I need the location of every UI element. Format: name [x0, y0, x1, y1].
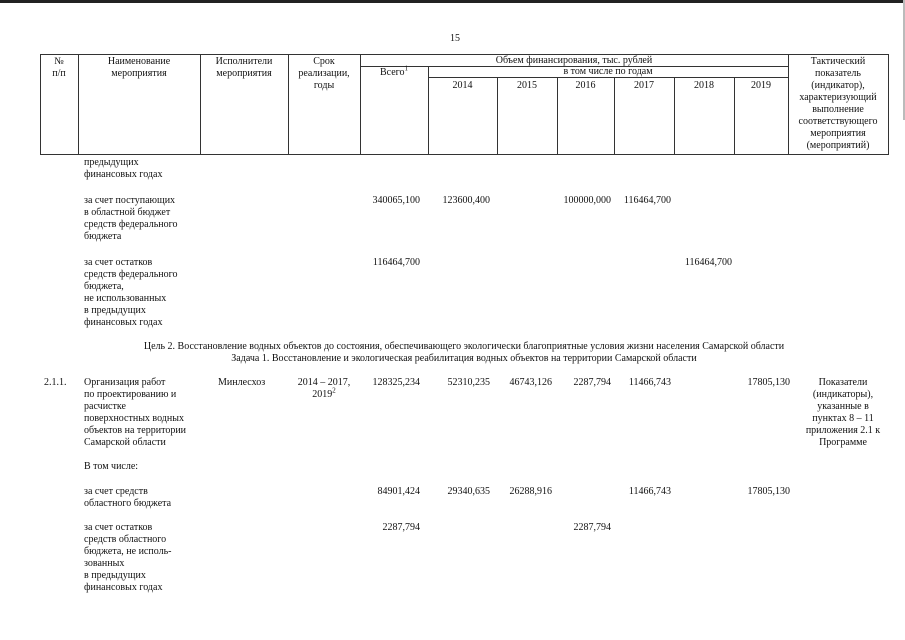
row-name: за счет средств областного бюджета: [84, 486, 172, 509]
cell-2016: 100000,000: [563, 195, 611, 206]
header-term: Срок реализации, годы: [298, 56, 350, 91]
header-total: Всего$^1$: [379, 64, 409, 78]
row-indicator: Показатели (индикаторы), указанные в пунктах 8 – 11 приложения 2.1 к Программе: [805, 377, 881, 448]
cell-2018: 116464,700: [684, 257, 732, 268]
header-bottom-line: [40, 154, 888, 155]
page-number: 15: [450, 33, 460, 44]
cell-2016: 2287,794: [573, 522, 611, 533]
cell-total: 2287,794: [382, 522, 420, 533]
cell-2017: 11466,743: [628, 486, 671, 497]
header-executors: Исполнители мероприятия: [215, 56, 273, 79]
header-num: № п/п: [52, 56, 66, 79]
cell-2014: 52310,235: [447, 377, 490, 388]
row-term: 2014 – 2017, 2019$^2$: [297, 377, 351, 400]
cell-2015: 26288,916: [509, 486, 552, 497]
top-border: [0, 0, 905, 3]
cell-total: 84901,424: [377, 486, 420, 497]
header-year: 2015: [517, 80, 537, 91]
cell-2017: 116464,700: [623, 195, 671, 206]
row-name: за счет поступающих в областной бюджет средств федерального бюджета: [84, 195, 178, 242]
cell-total: 128325,234: [372, 377, 420, 388]
header-by-years: в том числе по годам: [563, 66, 653, 77]
header-name: Наименование мероприятия: [107, 56, 171, 79]
row-name: В том числе:: [84, 461, 139, 472]
cell-2019: 17805,130: [747, 486, 790, 497]
row-name: за счет остатков средств федерального бюджета, не использованных в предыдущих финансовых годах: [84, 257, 178, 328]
header-year: 2017: [634, 80, 654, 91]
header-funding: Объем финансирования, тыс. рублей: [495, 55, 653, 66]
cell-total: 340065,100: [372, 195, 420, 206]
cell-2014: 123600,400: [442, 195, 490, 206]
row-executor: Минлесхоз: [218, 377, 266, 388]
header-year: 2019: [751, 80, 771, 91]
cell-2016: 2287,794: [573, 377, 611, 388]
goal-heading: Цель 2. Восстановление водных объектов до состояния, обеспечивающего экологически благоприятные условия жизни населения Самарской области: [143, 341, 785, 352]
task-heading: Задача 1. Восстановление и экологическая реабилитация водных объектов на территории Самарской области: [231, 353, 697, 364]
row-name: предыдущих финансовых годах: [84, 157, 163, 180]
row-name: за счет остатков средств областного бюджета, не исполь- зованных в предыдущих финансовых годах: [84, 522, 172, 593]
cell-2019: 17805,130: [747, 377, 790, 388]
header-indicator: Тактический показатель (индикатор), характеризующий выполнение соответствующего мероприятия (мероприятий): [798, 56, 878, 151]
cell-2014: 29340,635: [447, 486, 490, 497]
header-year: 2018: [694, 80, 714, 91]
cell-2017: 11466,743: [628, 377, 671, 388]
header-year: 2014: [452, 80, 473, 91]
col-line: [888, 54, 889, 155]
cell-2015: 46743,126: [509, 377, 552, 388]
row-name: Организация работ по проектированию и расчистке поверхностных водных объектов на территории Самарской области: [84, 377, 187, 448]
cell-total: 116464,700: [372, 257, 420, 268]
row-number: 2.1.1.: [44, 377, 67, 388]
header-year: 2016: [575, 80, 596, 91]
